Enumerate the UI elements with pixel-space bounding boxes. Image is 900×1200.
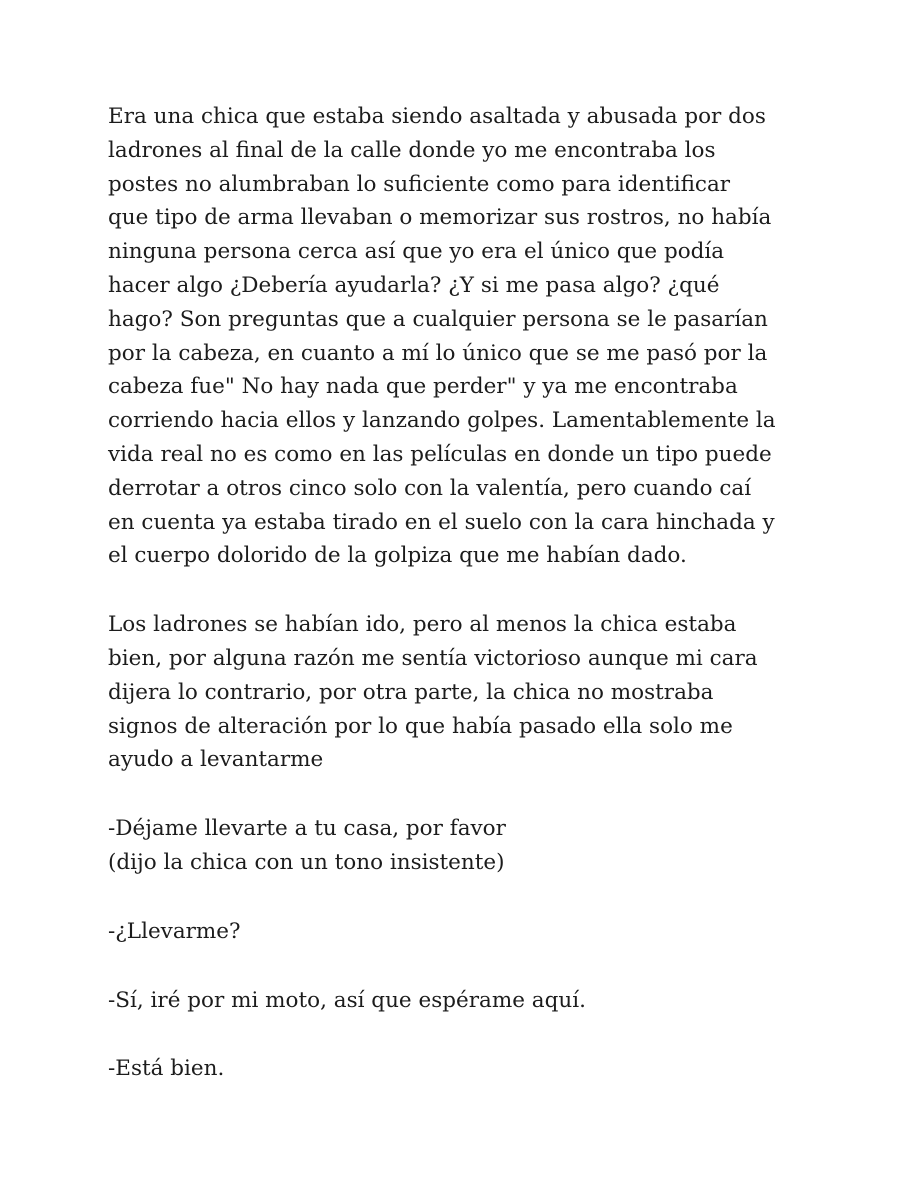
text-line: postes no alumbraban lo suficiente como para identificar — [108, 171, 731, 197]
dialogue-4 — [108, 1052, 808, 1086]
text-line: dijera lo contrario, por otra parte, la chica no mostraba — [108, 679, 714, 705]
dialogue-note: (dijo la chica con un tono insistente) — [108, 849, 505, 875]
text-line: bien, por alguna razón me sentía victorioso aunque mi cara — [108, 645, 758, 671]
document-page — [108, 100, 808, 1086]
dialogue-line: -Sí, iré por mi moto, así que espérame aquí. — [108, 987, 586, 1013]
text-line: Era una chica que estaba siendo asaltada y abusada por dos — [108, 104, 766, 129]
text-line: ayudo a levantarme — [108, 747, 324, 773]
text-line: hago? Son preguntas que a cualquier persona se le pasarían — [108, 306, 768, 332]
text-line: corriendo hacia ellos y lanzando golpes. Lamentablemente la — [108, 408, 776, 434]
dialogue-1 — [108, 812, 808, 880]
text-line: cabeza fue" No hay nada que perder" y ya me encontraba — [108, 374, 738, 400]
text-line: el cuerpo dolorido de la golpiza que me habían dado. — [108, 543, 687, 569]
text-line: en cuenta ya estaba tirado en el suelo con la cara hinchada y — [108, 509, 775, 535]
text-line: ladrones al final de la calle donde yo me encontraba los — [108, 137, 716, 163]
dialogue-line: -¿Llevarme? — [108, 918, 241, 944]
text-line: derrotar a otros cinco solo con la valentía, pero cuando caí — [108, 475, 752, 501]
dialogue-3 — [108, 984, 808, 1018]
text-line: por la cabeza, en cuanto a mí lo único que se me pasó por la — [108, 340, 768, 366]
dialogue-2 — [108, 915, 808, 949]
text-line: que tipo de arma llevaban o memorizar sus rostros, no había — [108, 205, 772, 231]
text-line: Los ladrones se habían ido, pero al menos la chica estaba — [108, 612, 737, 638]
paragraph-2 — [108, 608, 808, 777]
dialogue-line: -Déjame llevarte a tu casa, por favor — [108, 816, 506, 842]
text-line: hacer algo ¿Debería ayudarla? ¿Y si me pasa algo? ¿qué — [108, 272, 720, 298]
text-line: signos de alteración por lo que había pasado ella solo me — [108, 713, 733, 739]
dialogue-line: -Está bien. — [108, 1056, 225, 1082]
text-line: ninguna persona cerca así que yo era el único que podía — [108, 239, 725, 265]
paragraph-1 — [108, 100, 808, 573]
text-line: vida real no es como en las películas en donde un tipo puede — [108, 441, 772, 467]
